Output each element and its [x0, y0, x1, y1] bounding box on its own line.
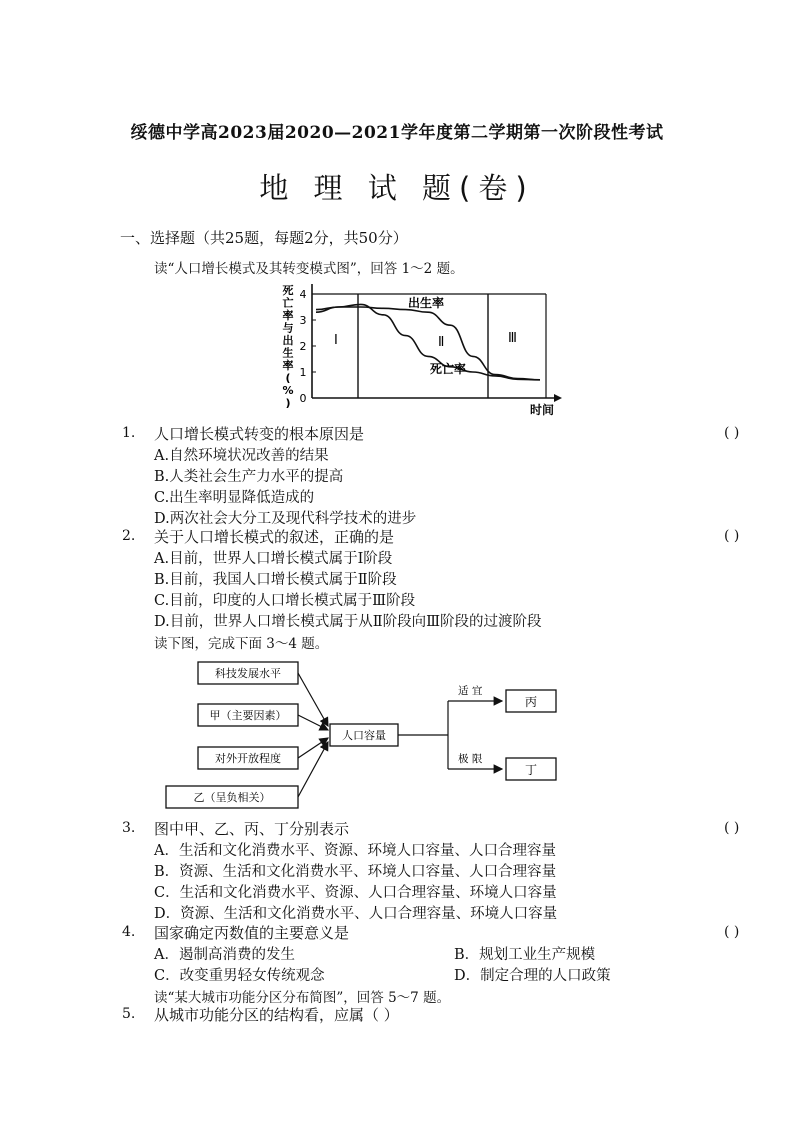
box-ding-label: 丁 [524, 763, 538, 777]
y-tick-label: 4 [299, 288, 307, 301]
q1-option-d[interactable]: D.两次社会大分工及现代科学技术的进步 [154, 511, 417, 527]
q4-option-d[interactable]: D．制定合理的人口政策 [454, 968, 611, 984]
x-axis-label: 时间 [530, 403, 555, 417]
q3-option-b[interactable]: B．资源、生活和文化消费水平、环境人口容量、人口合理容量 [154, 864, 557, 880]
intro-q5-7: 读“某大城市功能分区分布简图”，回答 5～7 题。 [154, 990, 451, 1006]
q3-answer-blank[interactable]: ( ) [724, 820, 740, 836]
box-capacity-label: 人口容量 [342, 729, 386, 742]
birth-rate-label: 出生率 [408, 296, 445, 310]
q1-answer-blank[interactable]: ( ) [724, 425, 740, 441]
q5-stem[interactable]: 从城市功能分区的结构看，应属（ ） [154, 1006, 399, 1024]
box-bing-label: 丙 [524, 695, 538, 709]
q4-answer-blank[interactable]: ( ) [724, 924, 740, 940]
intro-q3-4: 读下图，完成下面 3～4 题。 [154, 636, 329, 652]
branch-label-limit: 极 限 [458, 753, 483, 765]
q4-stem: 国家确定丙数值的主要意义是 [154, 924, 350, 942]
q1-number: 1. [122, 425, 136, 441]
y-tick-label: 1 [299, 366, 307, 379]
stage-label-3: Ⅲ [508, 331, 517, 346]
death-rate-line [316, 304, 540, 379]
q3-stem: 图中甲、乙、丙、丁分别表示 [154, 820, 350, 838]
x-axis-arrow [554, 394, 562, 402]
capacity-diagram [160, 656, 570, 816]
q4-option-a[interactable]: A．遏制高消费的发生 [154, 947, 295, 963]
exam-header: 绥德中学高2023届2020—2021学年度第二学期第一次阶段性考试 [130, 123, 664, 143]
q2-option-b[interactable]: B.目前，我国人口增长模式属于Ⅱ阶段 [154, 572, 397, 588]
population-chart [278, 282, 568, 422]
stage-label-2: Ⅱ [438, 335, 445, 350]
box-opening-label: 对外开放程度 [215, 752, 281, 765]
q1-stem: 人口增长模式转变的根本原因是 [154, 425, 365, 443]
y-tick-label: 0 [299, 392, 307, 405]
q1-option-b[interactable]: B.人类社会生产力水平的提高 [154, 469, 344, 485]
q2-stem: 关于人口增长模式的叙述，正确的是 [154, 528, 395, 546]
exam-title: 地 理 试 题(卷) [259, 171, 535, 205]
box-tech-level-label: 科技发展水平 [215, 667, 281, 680]
q2-option-d[interactable]: D.目前，世界人口增长模式属于从Ⅱ阶段向Ⅲ阶段的过渡阶段 [154, 614, 542, 630]
q2-option-c[interactable]: C.目前，印度的人口增长模式属于Ⅲ阶段 [154, 593, 416, 609]
section-heading: 一、选择题（共25题，每题2分，共50分） [120, 229, 408, 247]
box-yi-label: 乙（呈负相关） [193, 791, 271, 804]
intro-q1-2: 读“人口增长模式及其转变模式图”，回答 1～2 题。 [154, 261, 464, 277]
box-jia-label: 甲（主要因素） [209, 709, 287, 722]
y-tick-label: 2 [299, 340, 307, 353]
birth-rate-line [316, 307, 540, 380]
q3-number: 3. [122, 820, 136, 836]
q4-option-b[interactable]: B．规划工业生产规模 [454, 947, 596, 963]
q3-option-c[interactable]: C．生活和文化消费水平、资源、人口合理容量、环境人口容量 [154, 885, 557, 901]
y-tick-label: 3 [299, 314, 307, 327]
arrow-tech [298, 673, 328, 726]
q3-option-d[interactable]: D．资源、生活和文化消费水平、人口合理容量、环境人口容量 [154, 906, 558, 922]
q5-number: 5. [122, 1006, 136, 1022]
arrow-yi [298, 742, 328, 797]
q4-option-c[interactable]: C．改变重男轻女传统观念 [154, 968, 325, 984]
q1-option-a[interactable]: A.自然环境状况改善的结果 [154, 448, 329, 464]
stage-label-1: Ⅰ [334, 333, 338, 348]
q2-number: 2. [122, 528, 136, 544]
q2-answer-blank[interactable]: ( ) [724, 528, 740, 544]
q4-number: 4. [122, 924, 136, 940]
q1-option-c[interactable]: C.出生率明显降低造成的 [154, 490, 315, 506]
y-axis-label: 死亡率与出生率( % ) [282, 284, 294, 410]
q3-option-a[interactable]: A．生活和文化消费水平、资源、环境人口容量、人口合理容量 [154, 843, 556, 859]
arrow-opening [298, 738, 328, 758]
death-rate-label: 死亡率 [430, 362, 467, 376]
branch-label-suitable: 适 宜 [458, 685, 483, 697]
q2-option-a[interactable]: A.目前，世界人口增长模式属于Ⅰ阶段 [154, 551, 393, 567]
